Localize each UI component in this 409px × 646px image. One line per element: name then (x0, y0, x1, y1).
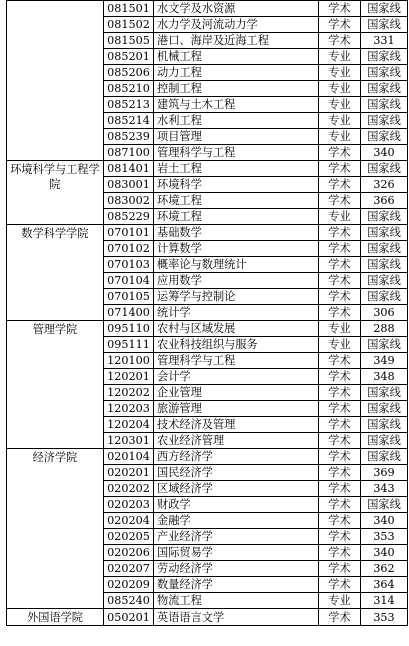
degree-type-cell: 专业 (319, 209, 361, 225)
score-cell: 353 (361, 609, 408, 626)
code-cell: 120204 (104, 417, 154, 433)
score-cell: 326 (361, 177, 408, 193)
major-name-cell: 会计学 (154, 369, 319, 385)
code-cell: 083002 (104, 193, 154, 209)
score-cell: 353 (361, 529, 408, 545)
code-cell: 020104 (104, 449, 154, 465)
code-cell: 070101 (104, 225, 154, 241)
score-cell: 国家线 (361, 209, 408, 225)
degree-type-cell: 学术 (319, 481, 361, 497)
major-name-cell: 环境工程 (154, 209, 319, 225)
major-name-cell: 动力工程 (154, 65, 319, 81)
degree-type-cell: 学术 (319, 257, 361, 273)
score-table-sheet (6, 0, 408, 626)
score-cell: 362 (361, 561, 408, 577)
major-name-cell: 机械工程 (154, 49, 319, 65)
code-cell: 120203 (104, 401, 154, 417)
degree-type-cell: 专业 (319, 321, 361, 337)
major-name-cell: 劳动经济学 (154, 561, 319, 577)
score-cell: 331 (361, 33, 408, 49)
major-name-cell: 运筹学与控制论 (154, 289, 319, 305)
degree-type-cell: 学术 (319, 401, 361, 417)
code-cell: 120100 (104, 353, 154, 369)
score-cell: 340 (361, 145, 408, 161)
college-cell: 经济学院 (7, 449, 104, 609)
score-cell: 364 (361, 577, 408, 593)
college-cell: 外国语学院 (7, 609, 104, 626)
major-name-cell: 环境科学 (154, 177, 319, 193)
degree-type-cell: 专业 (319, 129, 361, 145)
degree-type-cell: 学术 (319, 417, 361, 433)
code-cell: 020207 (104, 561, 154, 577)
score-cell: 348 (361, 369, 408, 385)
degree-type-cell: 学术 (319, 241, 361, 257)
major-name-cell: 项目管理 (154, 129, 319, 145)
code-cell: 120301 (104, 433, 154, 449)
degree-type-cell: 学术 (319, 577, 361, 593)
score-cell: 国家线 (361, 129, 408, 145)
major-name-cell: 管理科学与工程 (154, 353, 319, 369)
score-cell: 349 (361, 353, 408, 369)
code-cell: 120202 (104, 385, 154, 401)
score-cell: 314 (361, 593, 408, 609)
score-cell: 国家线 (361, 81, 408, 97)
code-cell: 020202 (104, 481, 154, 497)
major-name-cell: 水利工程 (154, 113, 319, 129)
major-name-cell: 岩土工程 (154, 161, 319, 177)
code-cell: 081501 (104, 1, 154, 17)
major-name-cell: 应用数学 (154, 273, 319, 289)
degree-type-cell: 学术 (319, 161, 361, 177)
score-cell: 340 (361, 545, 408, 561)
major-name-cell: 水力学及河流动力学 (154, 17, 319, 33)
code-cell: 085213 (104, 97, 154, 113)
code-cell: 095110 (104, 321, 154, 337)
code-cell: 095111 (104, 337, 154, 353)
degree-type-cell: 学术 (319, 353, 361, 369)
code-cell: 087100 (104, 145, 154, 161)
score-cell: 340 (361, 513, 408, 529)
degree-type-cell: 学术 (319, 513, 361, 529)
major-name-cell: 物流工程 (154, 593, 319, 609)
code-cell: 070105 (104, 289, 154, 305)
table-body (7, 1, 408, 626)
major-name-cell: 区域经济学 (154, 481, 319, 497)
degree-type-cell: 学术 (319, 497, 361, 513)
code-cell: 085206 (104, 65, 154, 81)
major-name-cell: 农业经济管理 (154, 433, 319, 449)
code-cell: 070102 (104, 241, 154, 257)
degree-type-cell: 学术 (319, 1, 361, 17)
code-cell: 020201 (104, 465, 154, 481)
code-cell: 070103 (104, 257, 154, 273)
college-cell: 数学科学学院 (7, 225, 104, 321)
score-cell: 369 (361, 465, 408, 481)
major-name-cell: 控制工程 (154, 81, 319, 97)
score-cell: 国家线 (361, 497, 408, 513)
score-cell: 国家线 (361, 161, 408, 177)
degree-type-cell: 学术 (319, 529, 361, 545)
major-name-cell: 环境工程 (154, 193, 319, 209)
score-cell: 国家线 (361, 273, 408, 289)
score-cell: 366 (361, 193, 408, 209)
code-cell: 085239 (104, 129, 154, 145)
major-name-cell: 农业科技组织与服务 (154, 337, 319, 353)
score-cell: 国家线 (361, 49, 408, 65)
degree-type-cell: 学术 (319, 17, 361, 33)
major-name-cell: 农村与区域发展 (154, 321, 319, 337)
major-name-cell: 建筑与土木工程 (154, 97, 319, 113)
major-name-cell: 管理科学与工程 (154, 145, 319, 161)
score-cell: 国家线 (361, 1, 408, 17)
table-row (7, 161, 408, 177)
code-cell: 071400 (104, 305, 154, 321)
score-cell: 国家线 (361, 417, 408, 433)
degree-type-cell: 学术 (319, 225, 361, 241)
degree-type-cell: 学术 (319, 289, 361, 305)
code-cell: 085201 (104, 49, 154, 65)
major-name-cell: 计算数学 (154, 241, 319, 257)
major-name-cell: 企业管理 (154, 385, 319, 401)
college-cell: 管理学院 (7, 321, 104, 449)
code-cell: 081401 (104, 161, 154, 177)
score-cell: 国家线 (361, 225, 408, 241)
degree-type-cell: 专业 (319, 81, 361, 97)
major-name-cell: 财政学 (154, 497, 319, 513)
degree-type-cell: 学术 (319, 449, 361, 465)
code-cell: 020204 (104, 513, 154, 529)
score-cell: 国家线 (361, 65, 408, 81)
code-cell: 083001 (104, 177, 154, 193)
score-cell: 国家线 (361, 385, 408, 401)
code-cell: 050201 (104, 609, 154, 626)
table-row (7, 1, 408, 17)
degree-type-cell: 学术 (319, 545, 361, 561)
major-name-cell: 概率论与数理统计 (154, 257, 319, 273)
major-name-cell: 港口、海岸及近海工程 (154, 33, 319, 49)
code-cell: 085240 (104, 593, 154, 609)
major-name-cell: 西方经济学 (154, 449, 319, 465)
major-name-cell: 数量经济学 (154, 577, 319, 593)
major-name-cell: 英语语言文学 (154, 609, 319, 626)
major-name-cell: 水文学及水资源 (154, 1, 319, 17)
degree-type-cell: 学术 (319, 561, 361, 577)
code-cell: 120201 (104, 369, 154, 385)
code-cell: 085214 (104, 113, 154, 129)
degree-type-cell: 专业 (319, 49, 361, 65)
score-cell: 288 (361, 321, 408, 337)
degree-type-cell: 学术 (319, 273, 361, 289)
score-cell: 306 (361, 305, 408, 321)
score-cell: 国家线 (361, 97, 408, 113)
code-cell: 085229 (104, 209, 154, 225)
code-cell: 020203 (104, 497, 154, 513)
score-cell: 国家线 (361, 337, 408, 353)
degree-type-cell: 学术 (319, 177, 361, 193)
table-row (7, 609, 408, 626)
major-name-cell: 技术经济及管理 (154, 417, 319, 433)
admission-score-table (6, 0, 408, 626)
college-cell: 环境科学与工程学院 (7, 161, 104, 225)
degree-type-cell: 学术 (319, 609, 361, 626)
degree-type-cell: 学术 (319, 465, 361, 481)
degree-type-cell: 学术 (319, 193, 361, 209)
score-cell: 国家线 (361, 433, 408, 449)
score-cell: 343 (361, 481, 408, 497)
score-cell: 国家线 (361, 289, 408, 305)
code-cell: 020209 (104, 577, 154, 593)
code-cell: 085210 (104, 81, 154, 97)
degree-type-cell: 专业 (319, 65, 361, 81)
major-name-cell: 旅游管理 (154, 401, 319, 417)
table-row (7, 321, 408, 337)
degree-type-cell: 学术 (319, 433, 361, 449)
score-cell: 国家线 (361, 17, 408, 33)
code-cell: 081505 (104, 33, 154, 49)
major-name-cell: 国际贸易学 (154, 545, 319, 561)
degree-type-cell: 学术 (319, 385, 361, 401)
major-name-cell: 国民经济学 (154, 465, 319, 481)
score-cell: 国家线 (361, 257, 408, 273)
score-cell: 国家线 (361, 401, 408, 417)
major-name-cell: 金融学 (154, 513, 319, 529)
degree-type-cell: 学术 (319, 305, 361, 321)
college-cell (7, 1, 104, 161)
degree-type-cell: 学术 (319, 33, 361, 49)
major-name-cell: 统计学 (154, 305, 319, 321)
degree-type-cell: 专业 (319, 97, 361, 113)
code-cell: 070104 (104, 273, 154, 289)
code-cell: 020206 (104, 545, 154, 561)
degree-type-cell: 学术 (319, 145, 361, 161)
table-row (7, 225, 408, 241)
degree-type-cell: 学术 (319, 369, 361, 385)
degree-type-cell: 专业 (319, 337, 361, 353)
degree-type-cell: 专业 (319, 113, 361, 129)
code-cell: 081502 (104, 17, 154, 33)
score-cell: 国家线 (361, 113, 408, 129)
score-cell: 国家线 (361, 241, 408, 257)
code-cell: 020205 (104, 529, 154, 545)
score-cell: 国家线 (361, 449, 408, 465)
major-name-cell: 基础数学 (154, 225, 319, 241)
table-row (7, 449, 408, 465)
major-name-cell: 产业经济学 (154, 529, 319, 545)
degree-type-cell: 专业 (319, 593, 361, 609)
